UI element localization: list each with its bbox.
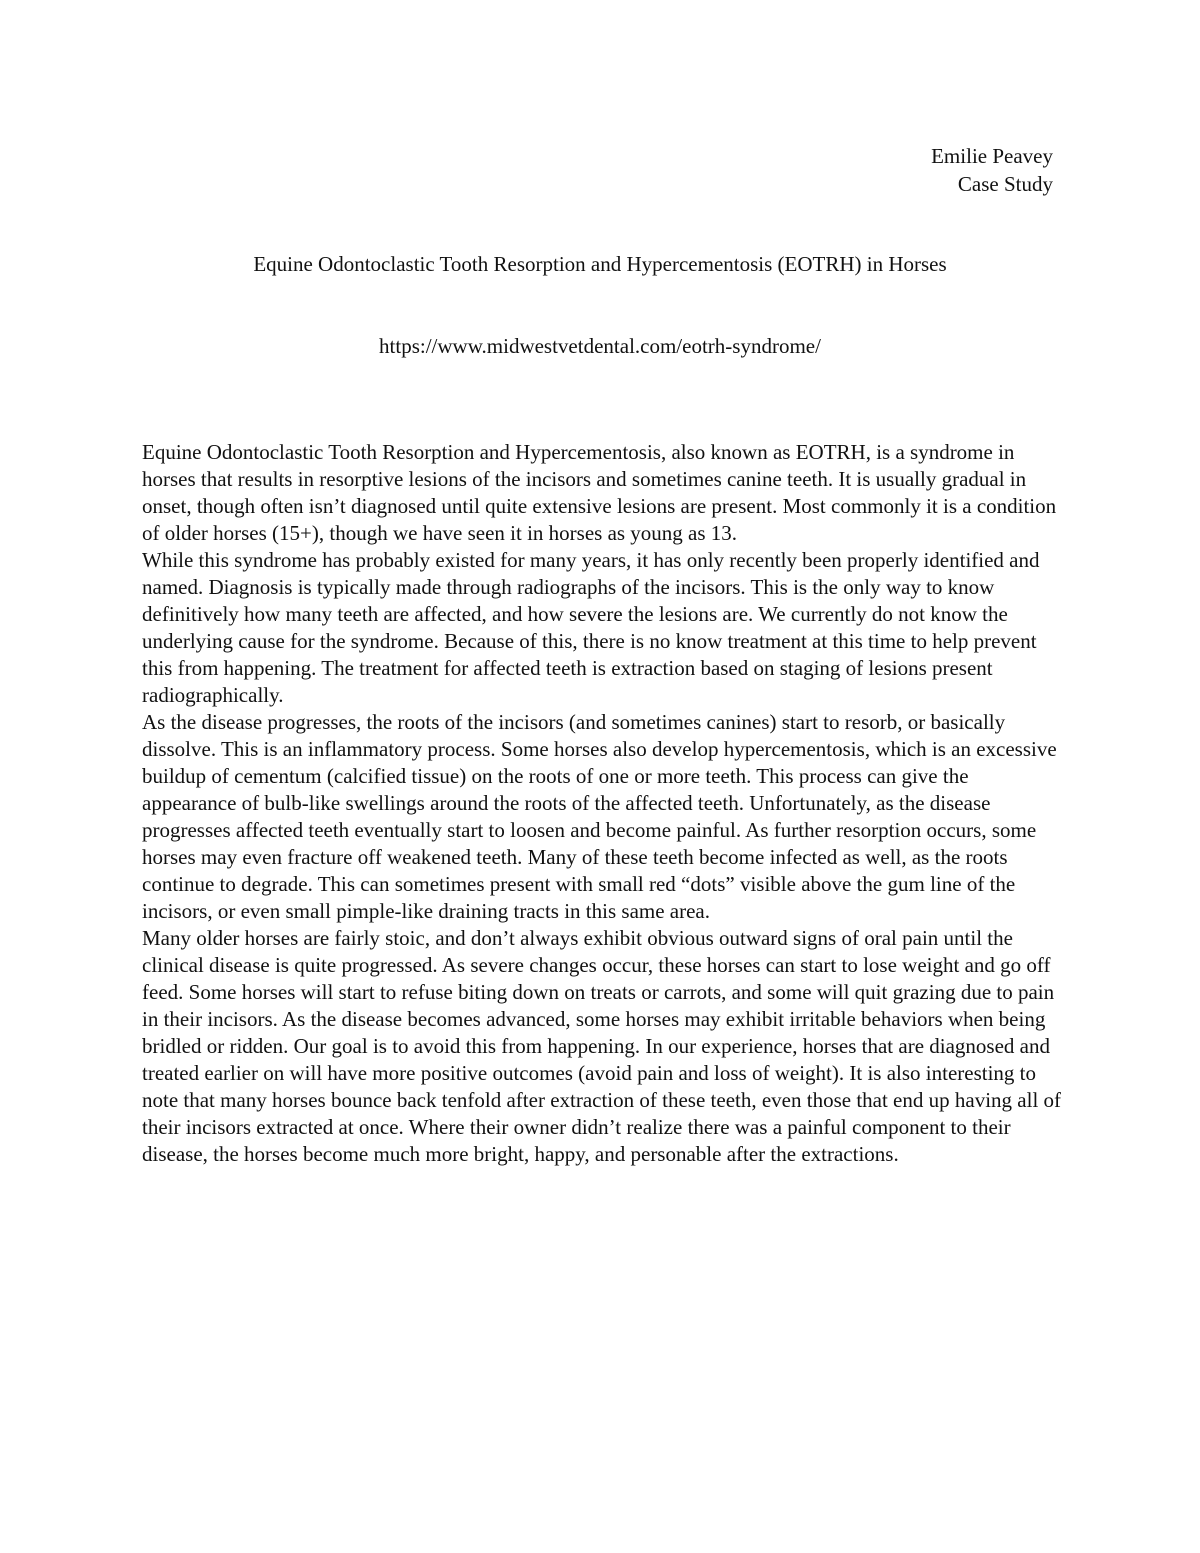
paragraph: Many older horses are fairly stoic, and don’t always exhibit obvious outward signs of oral pain until the clinical disease is quite progressed. As severe changes occur, these horses can start to lose weight and go off feed. Some horses will start to refuse biting down on treats or carrots, and some will quit grazing due to pain in their incisors. As the disease becomes advanced, some horses may exhibit irritable behaviors when being bridled or ridden. Our goal is to avoid this from happening. In our experience, horses that are diagnosed and treated earlier on will have more positive outcomes (avoid pain and loss of weight). It is also interesting to note that many horses bounce back tenfold after extraction of these teeth, even those that end up having all of their incisors extracted at once. Where their owner didn’t realize there was a painful component to their disease, the horses become much more bright, happy, and personable after the extractions. (142, 926, 1062, 1166)
paragraph: While this syndrome has probably existed for many years, it has only recently been properly identified and named. Diagnosis is typically made through radiographs of the incisors. This is the only way to know definitively how many teeth are affected, and how severe the lesions are. We currently do not know the underlying cause for the syndrome. Because of this, there is no know treatment at this time to help prevent this from happening. The treatment for affected teeth is extraction based on staging of lesions present radiographically. (142, 548, 1040, 707)
paragraph: As the disease progresses, the roots of the incisors (and sometimes canines) start to resorb, or basically dissolve. This is an inflammatory process. Some horses also develop hypercementosis, which is an excessive buildup of cementum (calcified tissue) on the roots of one or more teeth. This process can give the appearance of bulb-like swellings around the roots of the affected teeth. Unfortunately, as the disease progresses affected teeth eventually start to loosen and become painful. As further resorption occurs, some horses may even fracture off weakened teeth. Many of these teeth become infected as well, as the roots continue to degrade. This can sometimes present with small red “dots” visible above the gum line of the incisors, or even small pimple-like draining tracts in this same area. (142, 710, 1057, 923)
paragraph: Equine Odontoclastic Tooth Resorption and Hypercementosis, also known as EOTRH, is a syndrome in horses that results in resorptive lesions of the incisors and sometimes canine teeth. It is usually gradual in onset, though often isn’t diagnosed until quite extensive lesions are present. Most commonly it is a condition of older horses (15+), though we have seen it in horses as young as 13. (142, 440, 1057, 545)
document-label: Case Study (957, 172, 1053, 196)
document-title: Equine Odontoclastic Tooth Resorption and Hypercementosis (EOTRH) in Horses (253, 252, 947, 276)
source-url: https://www.midwestvetdental.com/eotrh-syndrome/ (379, 334, 821, 358)
document-body (142, 439, 1062, 1168)
header-block (931, 142, 1053, 198)
author-name: Emilie Peavey (931, 144, 1053, 168)
